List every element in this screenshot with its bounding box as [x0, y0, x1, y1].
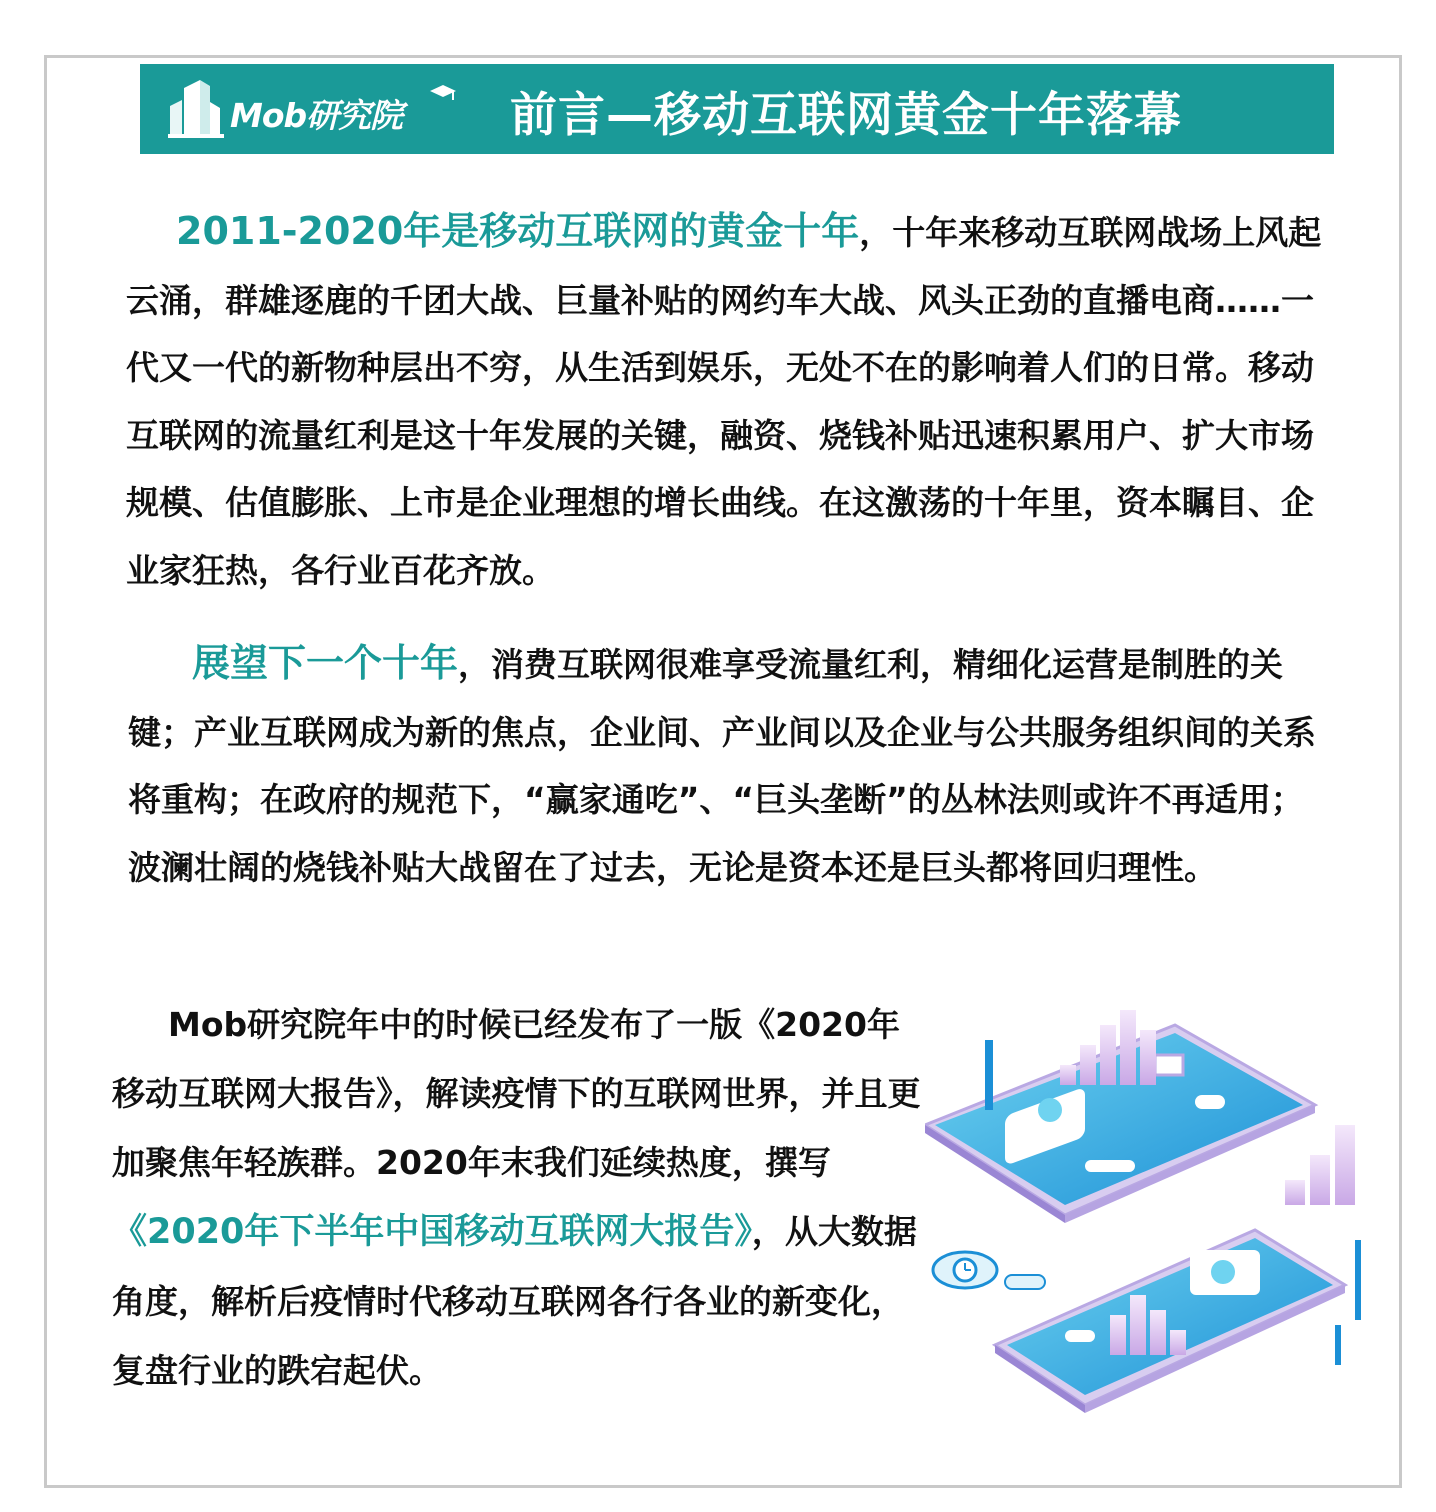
page-title: 前言—移动互联网黄金十年落幕 [510, 88, 1182, 143]
paragraph-next-decade [128, 630, 1328, 901]
top-bar-chart [1060, 1010, 1156, 1085]
side-bar-chart [1285, 1125, 1355, 1205]
paragraph2-highlight: 展望下一个十年 [192, 641, 459, 685]
header-banner [140, 64, 1334, 154]
mob-logo [166, 76, 466, 142]
isometric-phones-illustration [925, 985, 1375, 1455]
paragraph1-highlight: 2011-2020年是移动互联网的黄金十年 [176, 209, 860, 253]
paragraph2-text: ，消费互联网很难享受流量红利，精细化运营是制胜的关键；产业互联网成为新的焦点，企业间、产业间以及企业与公共服务组织间的关系将重构；在政府的规范下，“赢家通吃”、“巨头垄断”的丛林法则或许不再适用；波澜壮阔的烧钱补贴大战留在了过去，无论是资本还是巨头都将回归理性。 [128, 645, 1316, 887]
logo-text: Mob研究院 [230, 96, 403, 135]
paragraph1-text: ，十年来移动互联网战场上风起云涌，群雄逐鹿的千团大战、巨量补贴的网约车大战、风头正劲的直播电商……一代又一代的新物种层出不穷，从生活到娱乐，无处不在的影响着人们的日常。移动互联网的流量红利是这十年发展的关键，融资、烧钱补贴迅速积累用户、扩大市场规模、估值膨胀、上市是企业理想的增长曲线。在这激荡的十年里，资本瞩目、企业家狂热，各行业百花齐放。 [126, 213, 1322, 590]
clock-icon [933, 1252, 1045, 1289]
bottom-phone [995, 1230, 1345, 1413]
mob-building-logo-icon [166, 76, 228, 142]
graduation-cap-icon [428, 84, 458, 102]
paragraph-report-intro [112, 990, 922, 1405]
paragraph-golden-decade [126, 198, 1341, 604]
report-title-highlight: 《2020年下半年中国移动互联网大报告》 [112, 1212, 752, 1252]
paragraph3-text-after: ，从大数据角度，解析后疫情时代移动互联网各行各业的新变化，复盘行业的跌宕起伏。 [112, 1212, 917, 1390]
paragraph3-text-before: Mob研究院年中的时候已经发布了一版《2020年移动互联网大报告》，解读疫情下的互联网世界，并且更加聚焦年轻族群。2020年末我们延续热度，撰写 [112, 1005, 921, 1182]
